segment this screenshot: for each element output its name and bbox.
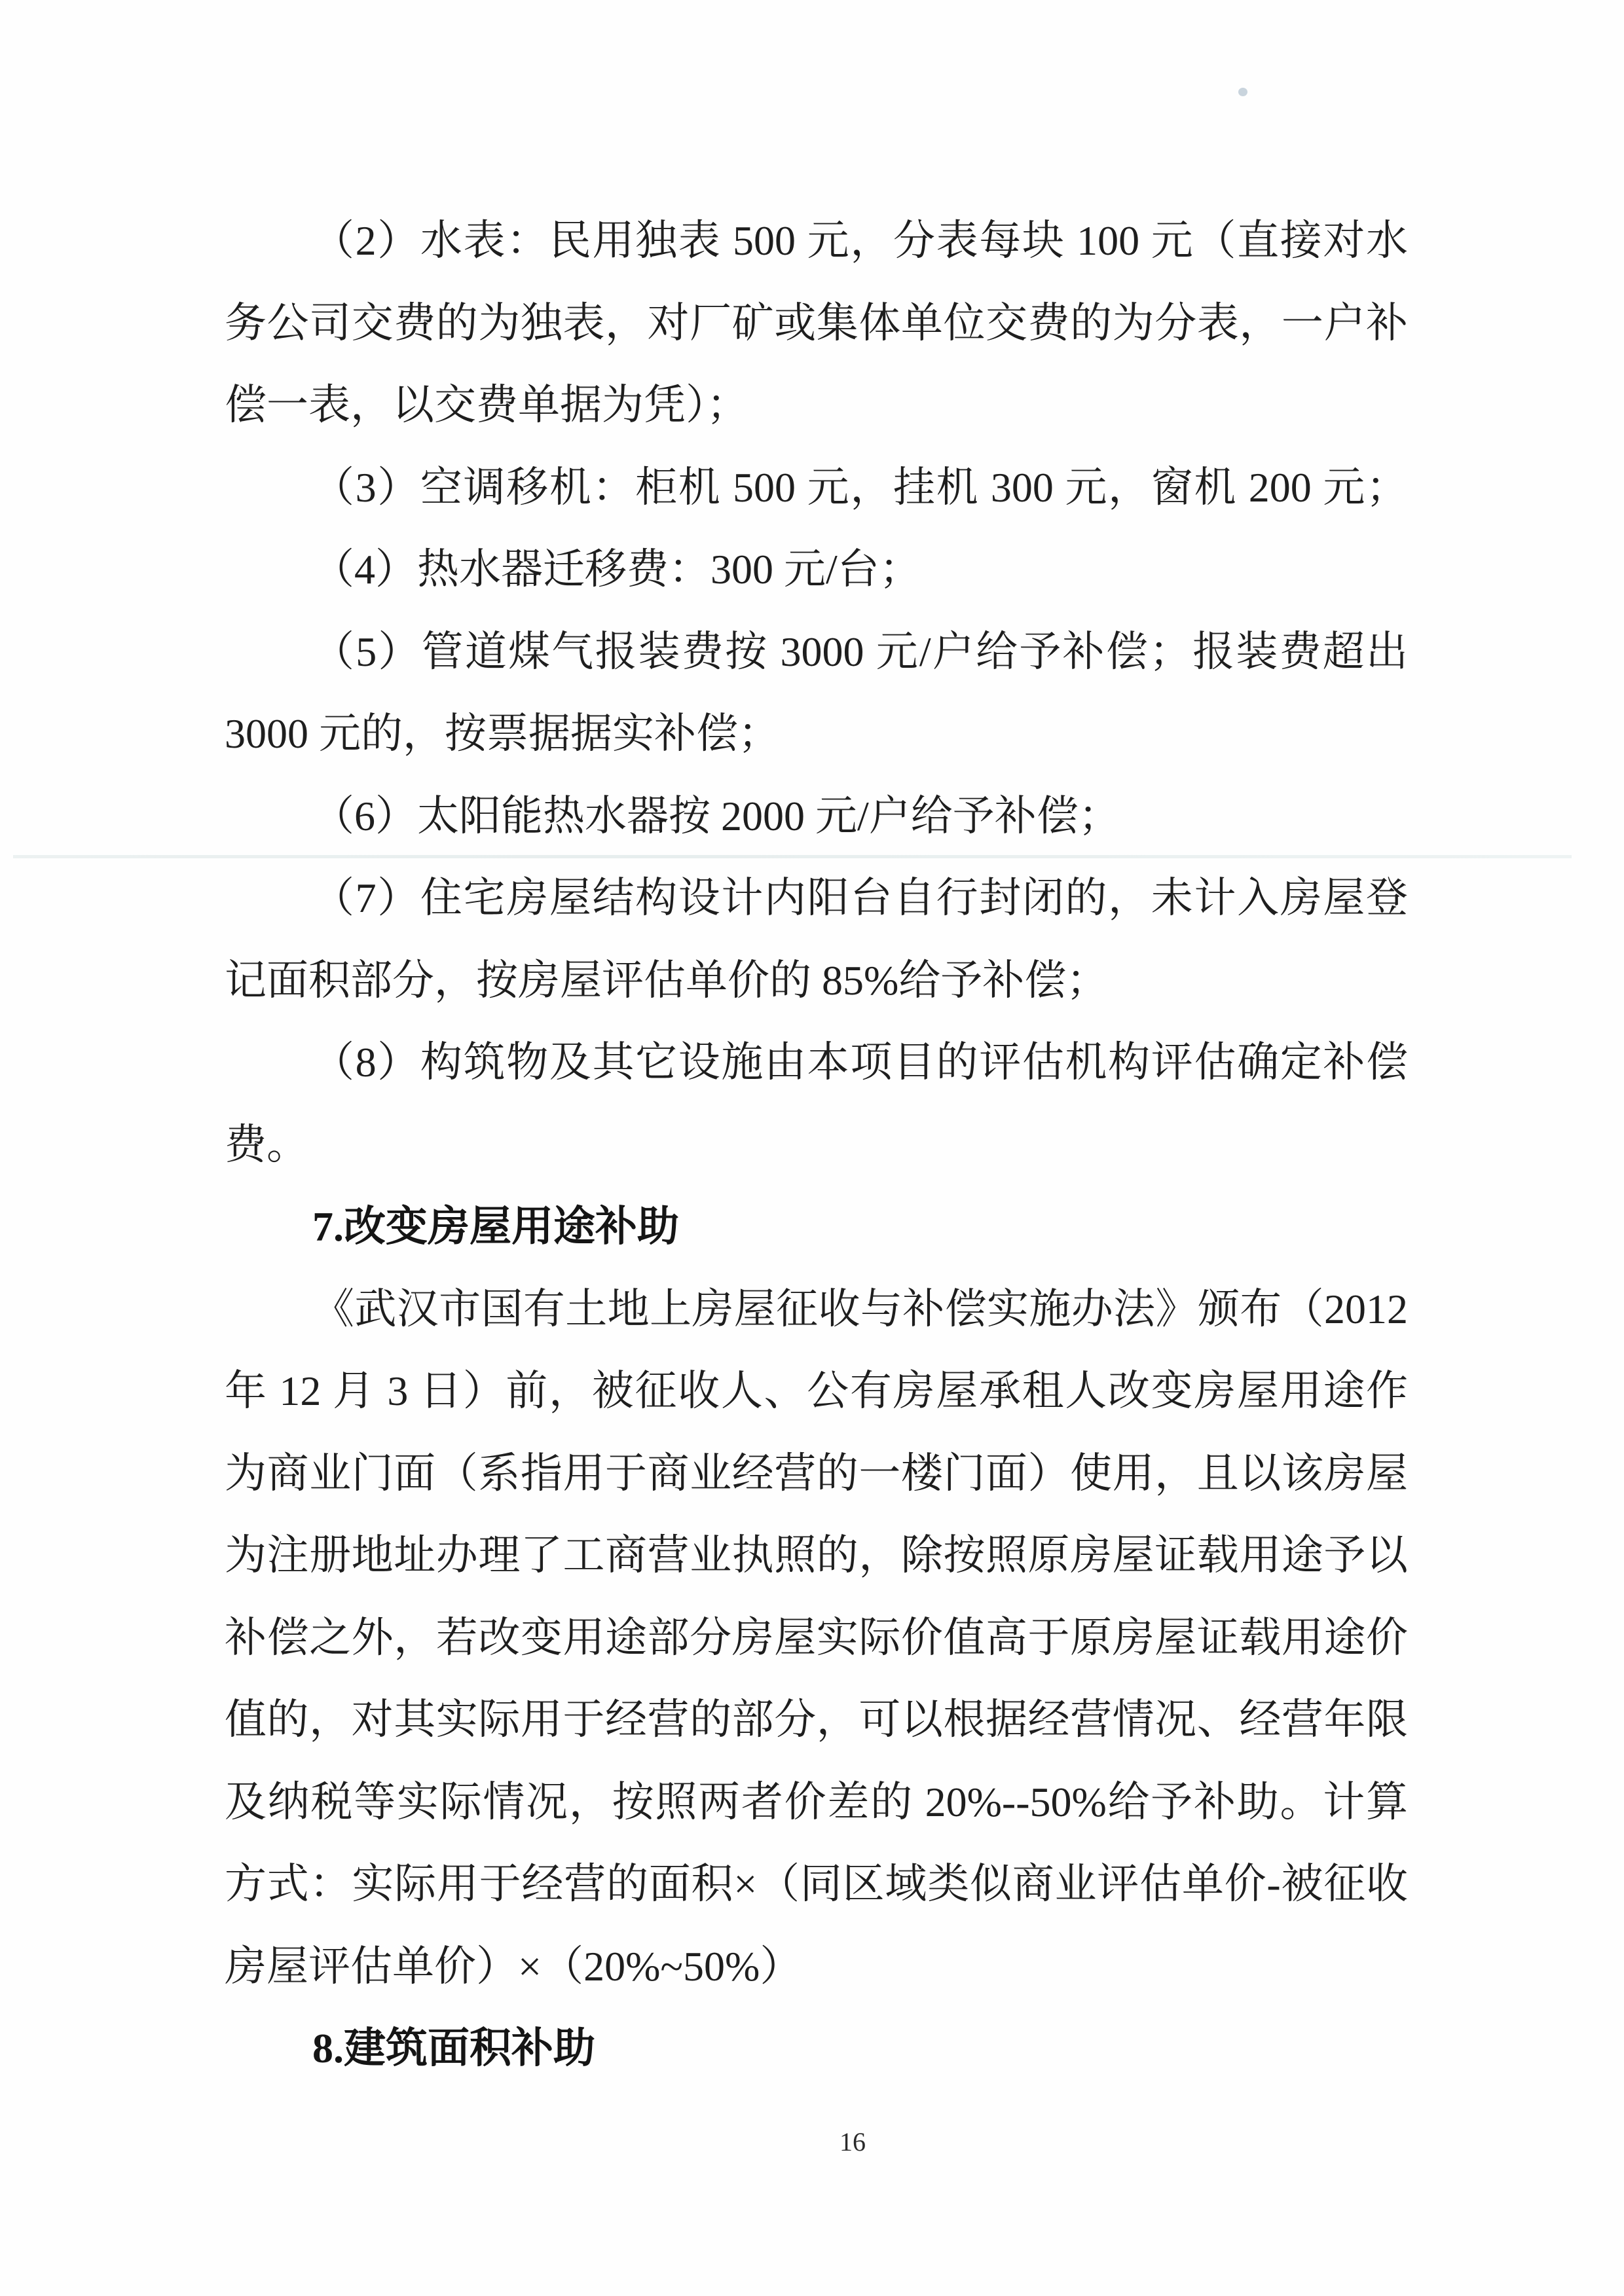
text-line: 《武汉市国有土地上房屋征收与补偿实施办法》颁布（2012 xyxy=(312,1285,1408,1332)
section-heading: 8.建筑面积补助 xyxy=(312,2025,595,2071)
text-line: 为注册地址办理了工商营业执照的，除按照原房屋证载用途予以 xyxy=(225,1532,1408,1578)
text-line: 务公司交费的为独表，对厂矿或集体单位交费的为分表，一户补 xyxy=(225,299,1408,346)
text-line: 3000 元的，按票据据实补偿； xyxy=(225,710,780,757)
text-line: 补偿之外，若改变用途部分房屋实际价值高于原房屋证载用途价 xyxy=(225,1614,1408,1661)
text-line: 费。 xyxy=(225,1121,308,1168)
text-line: （2）水表：民用独表 500 元，分表每块 100 元（直接对水 xyxy=(312,217,1408,264)
text-line: 偿一表，以交费单据为凭）； xyxy=(225,382,748,428)
text-line: 记面积部分，按房屋评估单价的 85%给予补偿； xyxy=(225,957,1109,1004)
text-line: （6）太阳能热水器按 2000 元/户给予补偿； xyxy=(312,792,1120,839)
text-line: 年 12 月 3 日）前，被征收人、公有房屋承租人改变房屋用途作 xyxy=(225,1368,1408,1414)
text-line: 及纳税等实际情况，按照两者价差的 20%--50%给予补助。计算 xyxy=(225,1778,1408,1825)
document-body xyxy=(225,200,1408,2090)
text-line: 值的，对其实际用于经营的部分，可以根据经营情况、经营年限 xyxy=(225,1696,1408,1743)
text-line: （4）热水器迁移费：300 元/台； xyxy=(312,546,921,592)
text-line: （7）住宅房屋结构设计内阳台自行封闭的，未计入房屋登 xyxy=(312,875,1408,921)
text-line: （5）管道煤气报装费按 3000 元/户给予补偿；报装费超出 xyxy=(312,628,1408,675)
scan-artifact-dot xyxy=(1238,88,1247,96)
text-line: 房屋评估单价）×（20%~50%） xyxy=(225,1942,802,1990)
text-line: 方式：实际用于经营的面积×（同区域类似商业评估单价-被征收 xyxy=(225,1861,1408,1907)
text-line: （3）空调移机：柜机 500 元，挂机 300 元，窗机 200 元； xyxy=(312,464,1408,511)
page-number: 16 xyxy=(840,2127,866,2157)
text-line: 为商业门面（系指用于商业经营的一楼门面）使用，且以该房屋 xyxy=(225,1449,1408,1497)
text-line: （8）构筑物及其它设施由本项目的评估机构评估确定补偿 xyxy=(312,1039,1408,1085)
section-heading: 7.改变房屋用途补助 xyxy=(312,1203,679,1250)
